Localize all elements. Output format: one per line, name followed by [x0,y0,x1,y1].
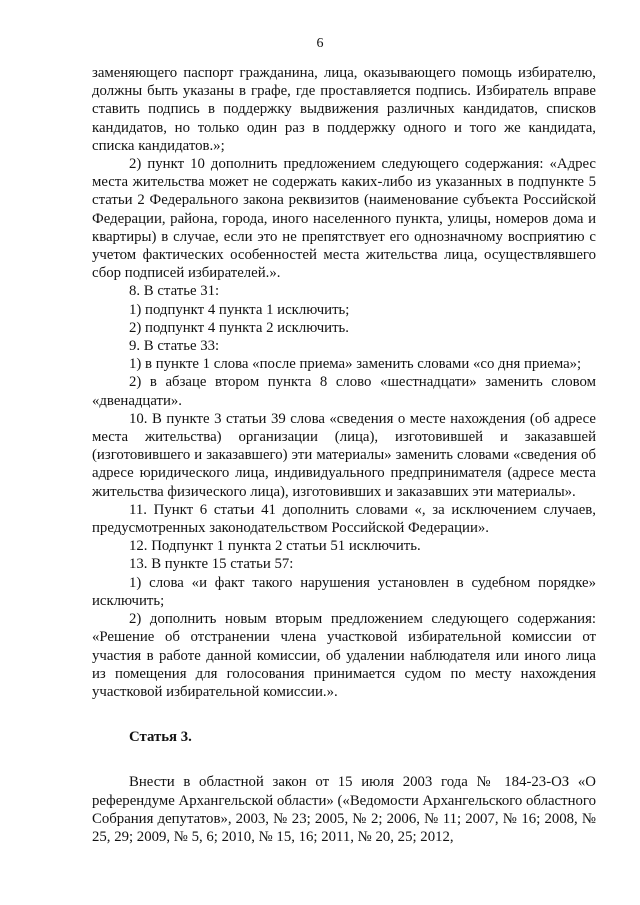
paragraph-item-2-point-10: 2) пункт 10 дополнить предложением следующего содержания: «Адрес места жительства может не содержать каких-либо из указанных в подпункте 5 статьи 2 Федерального закона реквизитов (наименование субъекта Российской Федерации, района, города, иного населенного пункта, улицы, номеров дома и квартиры) в случае, если это не препятствует его однозначному восприятию с учетом фактических особенностей места жительства лица, осуществлявшего сбор подписей избирателей.». [92,156,596,282]
paragraph-continuation: заменяющего паспорт гражданина, лица, оказывающего помощь избирателю, должны быть указаны в графе, где проставляется подпись. Избиратель вправе ставить подпись в поддержку выдвижения различных кандидатов, списков кандидатов, но только один раз в поддержку одного и того же кандидата, списка кандидатов.»; [92,65,596,154]
document-body [92,64,596,846]
paragraph-item-9-2: 2) в абзаце втором пункта 8 слово «шестнадцати» заменить словом «двенадцати». [92,374,596,409]
page-number: 6 [316,36,324,51]
paragraph-item-12: 12. Подпункт 1 пункта 2 статьи 51 исключить. [129,538,421,555]
article-heading: Статья 3. [129,729,192,746]
paragraph-article-3-text: Внести в областной закон от 15 июля 2003 года № 184-23-ОЗ «О референдуме Архангельской области» («Ведомости Архангельского областного Собрания депутатов», 2003, № 23; 2005, № 2; 2006, № 11; 2007, № 16; 2008, № 25, 29; 2009, № 5, 6; 2010, № 15, 16; 2011, № 20, 25; 2012, [92,774,596,845]
paragraph-item-8-1: 1) подпункт 4 пункта 1 исключить; [129,301,350,318]
paragraph-item-13-1: 1) слова «и факт такого нарушения установлен в судебном порядке» исключить; [92,574,596,609]
paragraph-item-13: 13. В пункте 15 статьи 57: [129,556,294,573]
paragraph-item-9: 9. В статье 33: [129,338,220,355]
paragraph-item-8: 8. В статье 31: [129,283,220,300]
paragraph-item-8-2: 2) подпункт 4 пункта 2 исключить. [129,319,350,336]
paragraph-item-10: 10. В пункте 3 статьи 39 слова «сведения о месте нахождения (об адресе места жительства) организации (лица), изготовившей и заказавшей (изготовившего и заказавшего) эти материалы» заменить словами «сведения об адресе юридического лица, индивидуального предпринимателя (адресе места жительства физического лица), изготовивших и заказавших эти материалы». [92,410,596,500]
paragraph-item-9-1: 1) в пункте 1 слова «после приема» заменить словами «со дня приема»; [129,356,582,373]
paragraph-item-13-2: 2) дополнить новым вторым предложением следующего содержания: «Решение об отстранении члена участковой избирательной комиссии от участия в работе данной комиссии, об удалении наблюдателя или иного лица из помещения для голосования принимается судом по месту нахождения участковой избирательной комиссии.». [92,611,596,700]
paragraph-item-11: 11. Пункт 6 статьи 41 дополнить словами «, за исключением случаев, предусмотренных законодательством Российской Федерации». [92,501,596,537]
